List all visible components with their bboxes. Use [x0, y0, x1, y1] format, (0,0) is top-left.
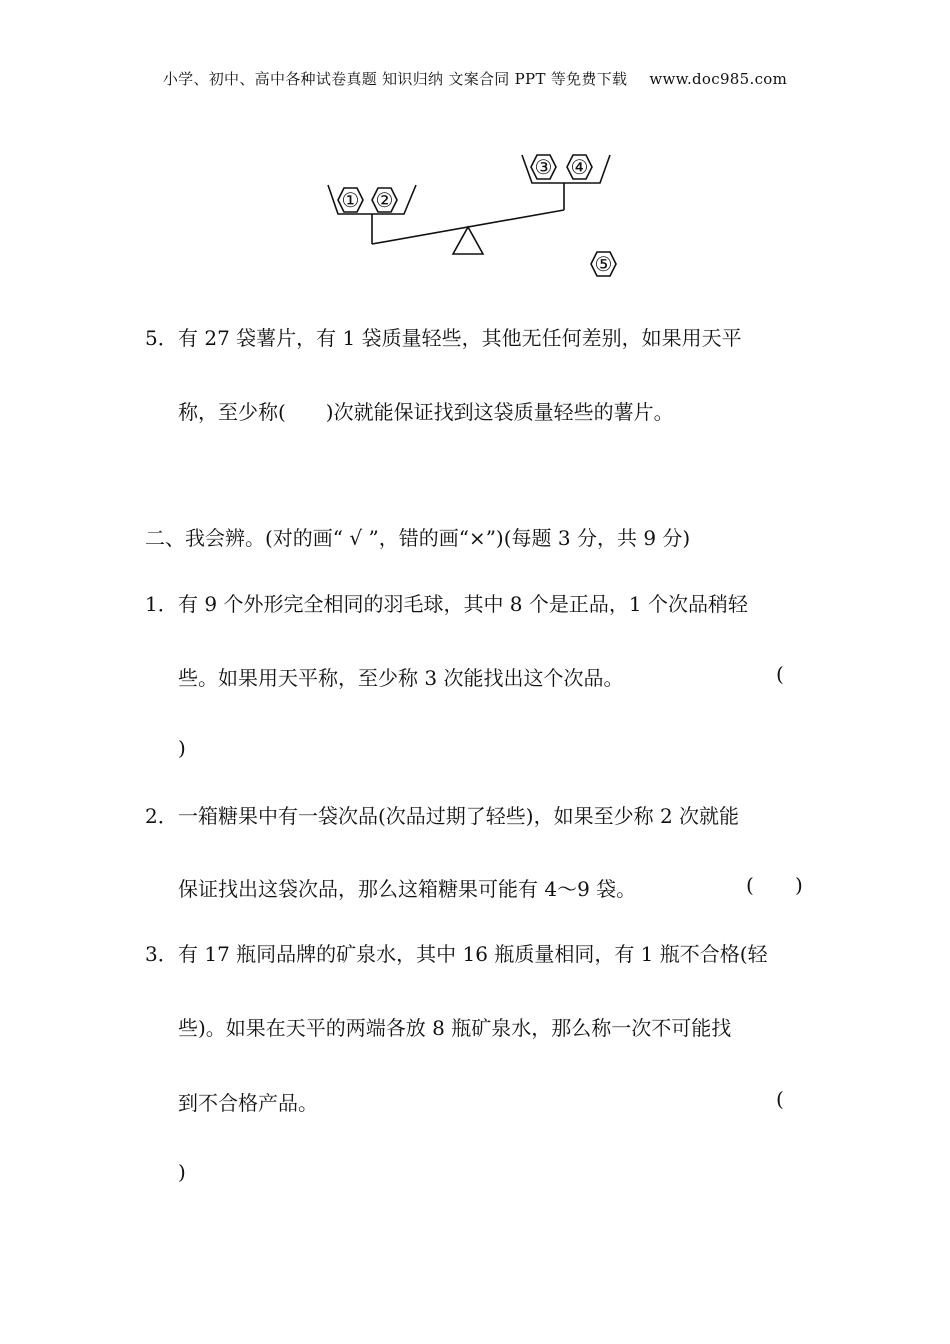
q5-line2: 称，至少称( )次就能保证找到这袋质量轻些的薯片。: [178, 400, 674, 424]
item2-number: 2．: [145, 804, 178, 828]
item3-line2: 些)。如果在天平的两端各放 8 瓶矿泉水，那么称一次不可能找: [178, 1016, 732, 1040]
label-2: ②: [375, 188, 394, 212]
item2-line2: 保证找出这袋次品，那么这箱糖果可能有 4～9 袋。: [178, 877, 637, 901]
item3-line3: 到不合格产品。: [178, 1091, 318, 1115]
label-3: ③: [534, 155, 553, 179]
label-1: ①: [341, 188, 360, 212]
fulcrum: [453, 227, 483, 254]
item3-number: 3．: [145, 942, 178, 966]
label-4: ④: [570, 155, 589, 179]
balance-scale-figure: [320, 145, 640, 290]
q5-number: 5．: [145, 326, 178, 350]
header-url[interactable]: www.doc985.com: [649, 70, 788, 88]
item3-answer-open[interactable]: (: [776, 1087, 784, 1111]
item1-line1: 有 9 个外形完全相同的羽毛球，其中 8 个是正品，1 个次品稍轻: [178, 592, 748, 616]
item2-line1: 一箱糖果中有一袋次品(次品过期了轻些)，如果至少称 2 次就能: [178, 804, 740, 828]
item1-answer-open[interactable]: (: [776, 662, 784, 686]
item2-answer-open[interactable]: (: [746, 873, 754, 897]
item1-answer-close[interactable]: ): [178, 736, 186, 760]
section2-title: 二、我会辨。(对的画“ √ ”，错的画“×”)(每题 3 分，共 9 分): [145, 526, 691, 550]
q5-line1: 有 27 袋薯片，有 1 袋质量轻些，其他无任何差别，如果用天平: [178, 326, 742, 350]
header-text: 小学、初中、高中各种试卷真题 知识归纳 文案合同 PPT 等免费下载: [162, 70, 628, 88]
balance-scale-diagram: [320, 145, 640, 290]
item1-number: 1．: [145, 592, 178, 616]
item3-line1: 有 17 瓶同品牌的矿泉水，其中 16 瓶质量相同，有 1 瓶不合格(轻: [178, 942, 768, 966]
item1-line2: 些。如果用天平称，至少称 3 次能找出这个次品。: [178, 666, 624, 690]
page-header: [0, 68, 950, 89]
item2-answer-close[interactable]: ): [795, 873, 803, 897]
item3-answer-close[interactable]: ): [178, 1160, 186, 1184]
label-5: ⑤: [594, 252, 613, 276]
